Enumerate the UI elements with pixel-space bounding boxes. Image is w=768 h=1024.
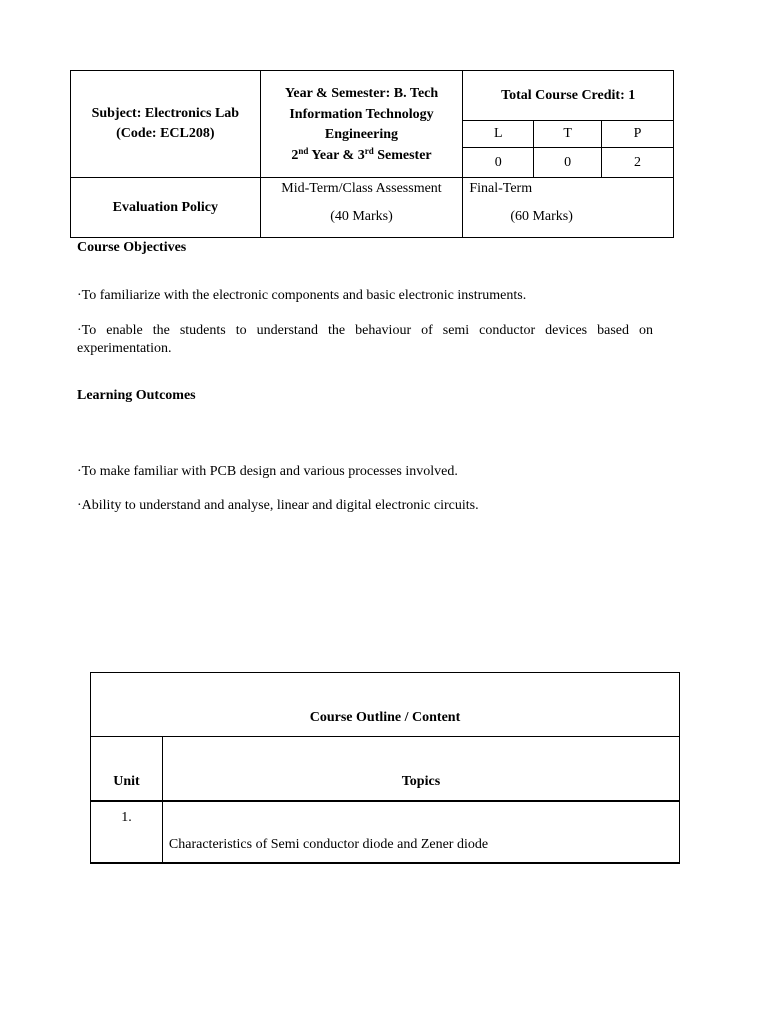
year-semester-line4: [261, 146, 463, 167]
ltp-value-t: 0: [534, 148, 602, 178]
year-suffix: nd: [298, 145, 309, 156]
outcome-item: ·Ability to understand and analyse, linear and digital electronic circuits.: [77, 498, 479, 513]
topic-cell: Characteristics of Semi conductor diode and Zener diode: [162, 801, 679, 863]
topics-column-header: Topics: [162, 737, 679, 801]
ltp-value-l: 0: [463, 148, 534, 178]
year-semester-line2: Information Technology: [289, 106, 434, 122]
course-header-table: [70, 70, 674, 238]
objective-item: ·To enable the students to understand the behaviour of semi conductor devices based on experimentation.: [77, 323, 653, 356]
semester-number: 3: [357, 147, 365, 163]
year-number: 2: [291, 147, 299, 163]
ltp-header-t: T: [534, 121, 602, 148]
subject-code: (Code: ECL208): [116, 126, 215, 141]
year-semester-line1: Year & Semester: B. Tech: [284, 86, 439, 101]
finalterm-cell: [463, 178, 674, 238]
finalterm-marks: (60 Marks): [510, 209, 573, 224]
total-credit-cell: Total Course Credit: 1: [463, 71, 674, 121]
outline-title: Course Outline / Content: [91, 673, 680, 737]
unit-column-header: Unit: [91, 737, 163, 801]
ltp-value-p: 2: [602, 148, 674, 178]
midterm-label: Mid-Term/Class Assessment: [281, 181, 442, 196]
midterm-cell: [260, 178, 463, 238]
year-semester-line3: Engineering: [324, 127, 399, 142]
year-semester-cell: [260, 71, 463, 178]
course-objectives-heading: Course Objectives: [77, 240, 187, 255]
learning-outcomes-heading: Learning Outcomes: [77, 388, 196, 403]
ltp-header-l: L: [463, 121, 534, 148]
subject-cell: [71, 71, 261, 178]
ltp-header-p: P: [602, 121, 674, 148]
unit-cell: 1.: [91, 801, 163, 863]
subject-name: Subject: Electronics Lab: [91, 106, 240, 121]
outcome-item: ·To make familiar with PCB design and various processes involved.: [77, 464, 458, 479]
year-word: Year &: [308, 147, 358, 163]
semester-word: Semester: [373, 147, 432, 163]
course-outline-table: [90, 672, 680, 864]
finalterm-label: Final-Term: [469, 181, 533, 196]
semester-suffix: rd: [364, 145, 374, 156]
objective-item: ·To familiarize with the electronic components and basic electronic instruments.: [77, 288, 527, 303]
evaluation-policy-cell: Evaluation Policy: [71, 178, 261, 238]
midterm-marks: (40 Marks): [330, 209, 393, 224]
